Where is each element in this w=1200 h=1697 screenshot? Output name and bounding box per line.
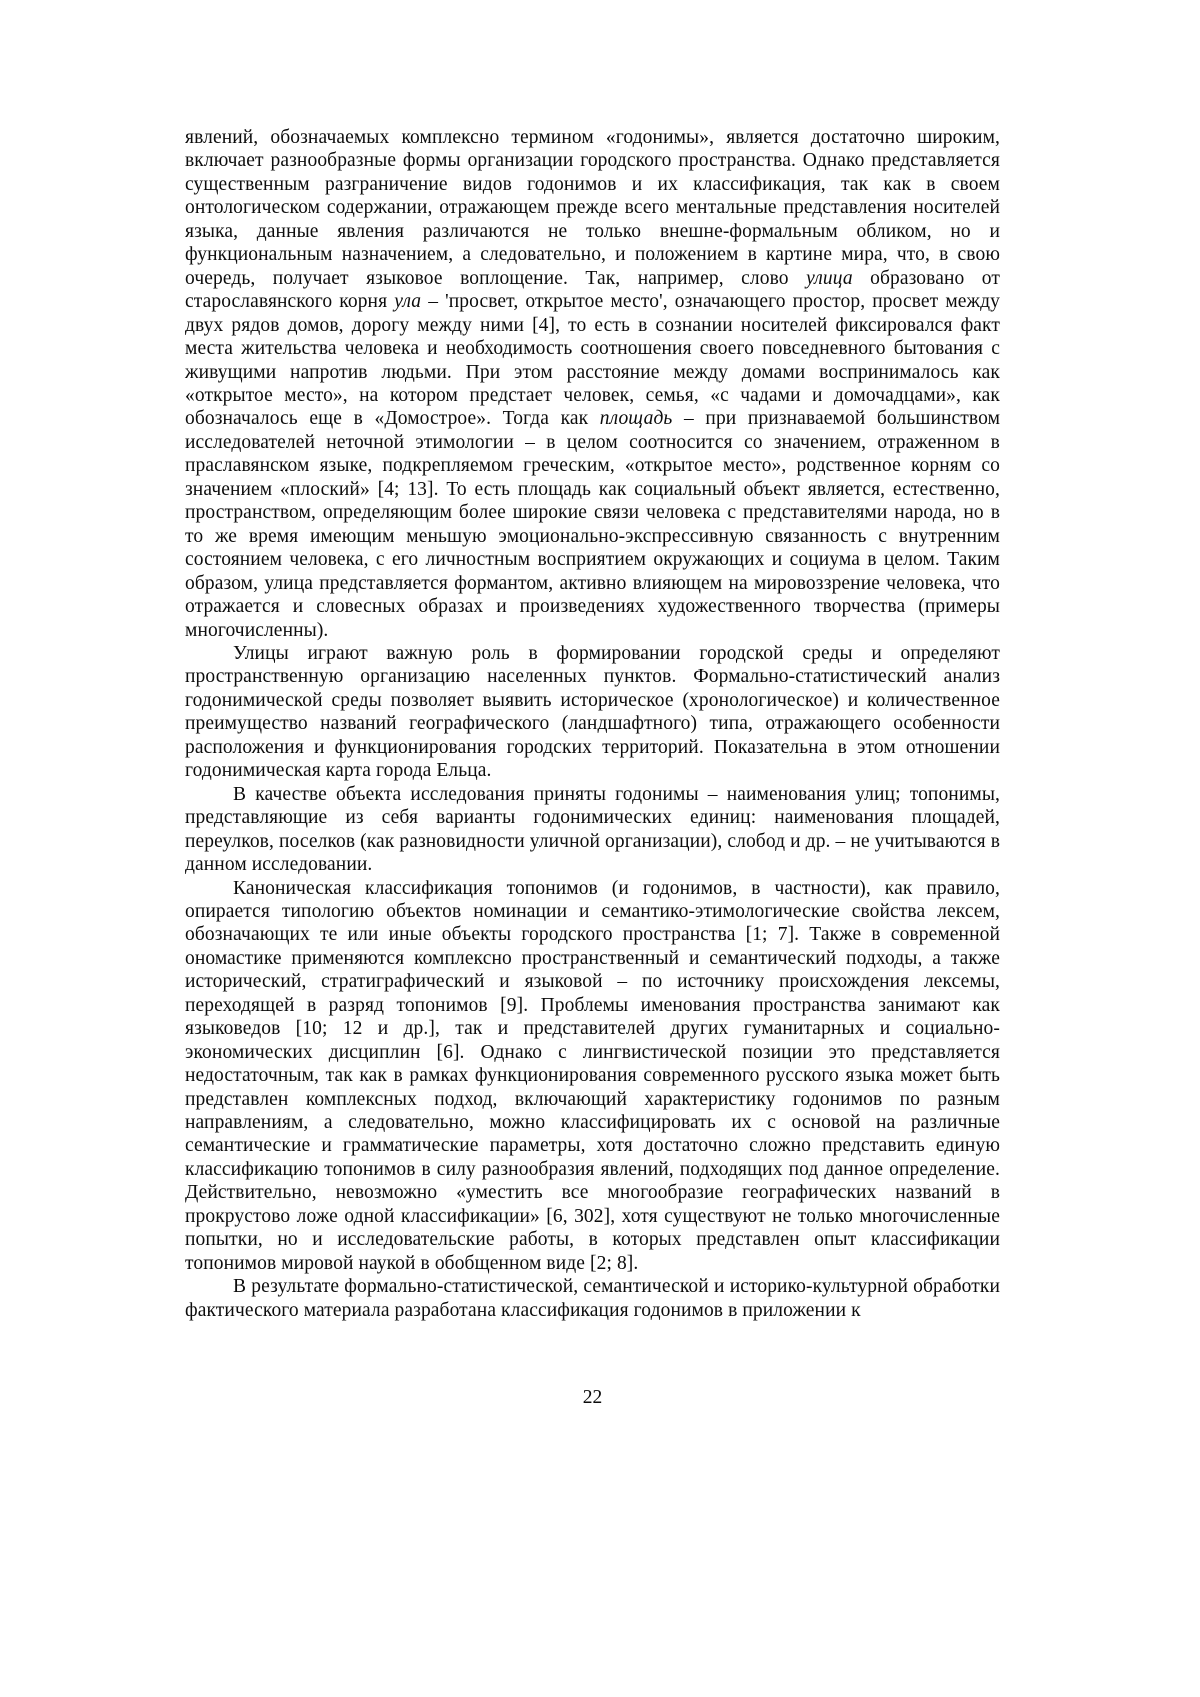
paragraph <box>185 877 1000 1276</box>
paragraph <box>185 1275 1000 1322</box>
italic-term: улица <box>806 267 853 289</box>
text-run: В качестве объекта исследования приняты годонимы – наименования улиц; топонимы, представляющие из себя варианты годонимических единиц: наименования площадей, переулков, поселков (как разновидности уличной организации), слобод и др. – не учитываются в данном исследовании. <box>185 783 1000 876</box>
text-run: явлений, обозначаемых комплексно термином «годонимы», является достаточно широким, включает разнообразные формы организации городского пространства. Однако представляется существенным разграничение видов годонимов и их классификация, так как в своем онтологическом содержании, отражающем прежде всего ментальные представления носителей языка, данные явления различаются не только внешне-формальным обликом, но и функциональным назначением, а следовательно, и положением в картине мира, что, в свою очередь, получает языковое воплощение. Так, например, слово <box>185 127 1000 289</box>
page-number: 22 <box>582 1387 603 1408</box>
text-run: – 'просвет, открытое место', означающего простор, просвет между двух рядов домов, дорогу между ними [4], то есть в сознании носителей фиксировался факт места жительства человека и необходимость соотношения своего повседневного бытования с живущими напротив людьми. При этом расстояние между домами воспринималось как «открытое место», на котором предстает человек, семья, «с чадами и домочадцами», как обозначалось еще в «Домострое». Тогда как <box>185 291 1000 430</box>
text-run: Каноническая классификация топонимов (и годонимов, в частности), как правило, опирается типологию объектов номинации и семантико-этимологические свойства лексем, обозначающих те или иные объекты городского пространства [1; 7]. Также в современной ономастике применяются комплексно пространственный и семантический подходы, а также исторический, стратиграфический и языковой – по источнику происхождения лексемы, переходящей в разряд топонимов [9]. Проблемы именования пространства занимают как языковедов [10; 12 и др.], так и представителей других гуманитарных и социально-экономических дисциплин [6]. Однако с лингвистической позиции это представляется недостаточным, так как в рамках функционирования современного русского языка может быть представлен комплексных подход, включающий характеристику годонимов по разным направлениям, а следовательно, можно классифицировать их с основой на различные семантические и грамматические параметры, хотя достаточно сложно представить единую классификацию топонимов в силу разнообразия явлений, подходящих под данное определение. Действительно, невозможно «уместить все многообразие географических названий в прокрустово ложе одной классификации» [6, 302], хотя существуют не только многочисленные попытки, но и исследовательские работы, в которых представлен опыт классификации топонимов мировой наукой в обобщенном виде [2; 8]. <box>185 877 1000 1274</box>
paragraph <box>185 783 1000 877</box>
paragraph <box>185 642 1000 783</box>
text-run: – при признаваемой большинством исследователей неточной этимологии – в целом соотносится со значением, отраженном в праславянском языке, подкрепляемом греческим, «открытое место», родственное корням со значением «плоский» [4; 13]. То есть площадь как социальный объект является, естественно, пространством, определяющим более широкие связи человека с представителями народа, но в то же время имеющим меньшую эмоционально-экспрессивную связанность с внутренним состоянием человека, с его личностным восприятием окружающих и социума в целом. Таким образом, улица представляется формантом, активно влияющем на мировоззрение человека, что отражается и словесных образах и произведениях художественного творчества (примеры многочисленны). <box>185 408 1001 641</box>
page-text <box>185 126 1000 1322</box>
paragraph <box>185 126 1000 642</box>
italic-term: площадь <box>599 408 673 430</box>
italic-term: ула <box>394 291 422 313</box>
text-run: образовано от старославянского корня <box>185 267 1001 313</box>
text-run: Улицы играют важную роль в формировании городской среды и определяют пространственную организацию населенных пунктов. Формально-статистический анализ годонимической среды позволяет выявить историческое (хронологическое) и количественное преимущество названий географического (ландшафтного) типа, отражающего особенности расположения и функционирования городских территорий. Показательна в этом отношении годонимическая карта города Ельца. <box>185 642 1000 782</box>
text-run: В результате формально-статистической, семантической и историко-культурной обработки фактического материала разработана классификация годонимов в приложении к <box>185 1276 1000 1321</box>
